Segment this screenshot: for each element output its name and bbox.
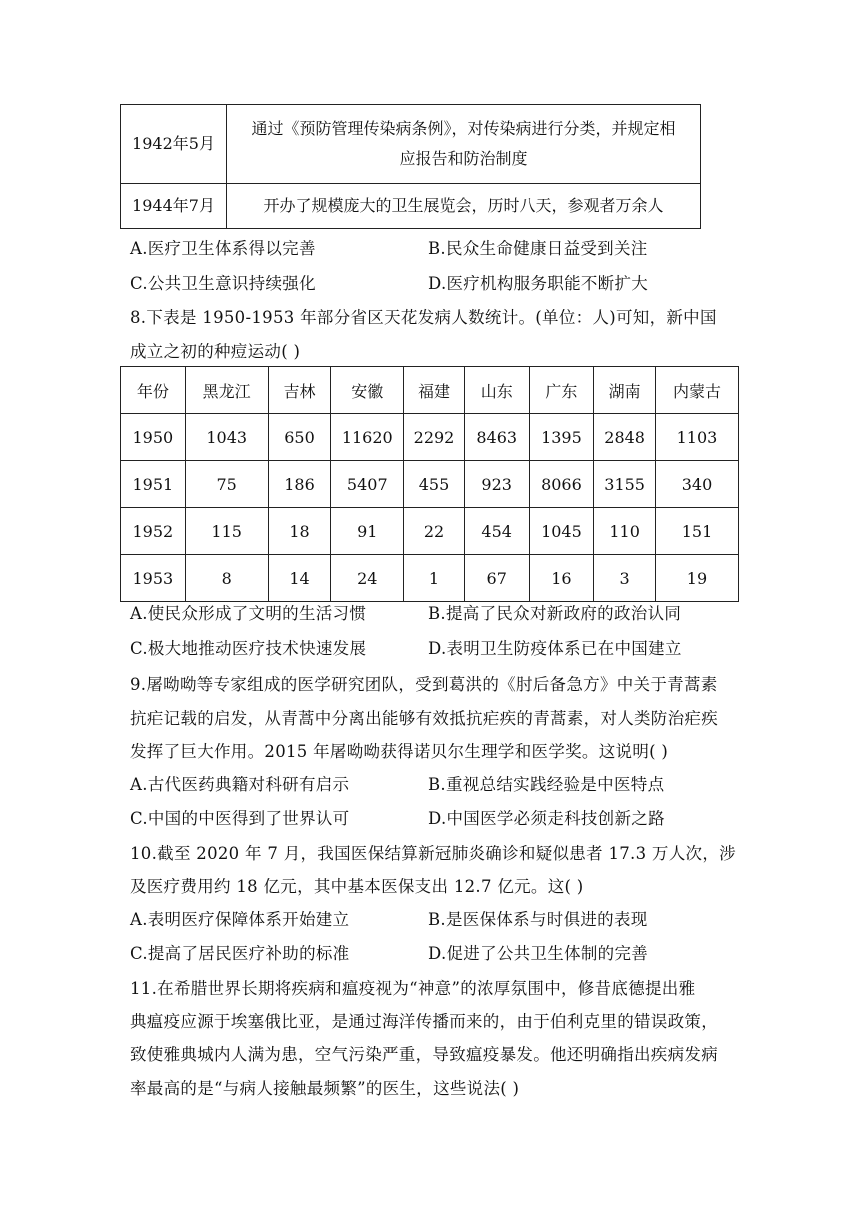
table-cell: 91 (331, 508, 404, 555)
description-cell (227, 105, 701, 184)
header-cell: 内蒙古 (655, 367, 738, 414)
q11-stem-line: 典瘟疫应源于埃塞俄比亚，是通过海洋传播而来的，由于伯利克里的错误政策， (130, 1012, 718, 1031)
q9-stem-line: 9.屠呦呦等专家组成的医学研究团队，受到葛洪的《肘后备急方》中关于青蒿素 (130, 675, 718, 694)
q9-option-a[interactable]: A.古代医药典籍对科研有启示 (130, 775, 350, 794)
table-cell: 22 (404, 508, 465, 555)
table-cell: 67 (464, 555, 529, 602)
table-cell: 923 (464, 461, 529, 508)
table-header-row (121, 367, 739, 414)
header-cell: 山东 (464, 367, 529, 414)
table-cell: 1395 (529, 414, 594, 461)
description-line: 开办了规模庞大的卫生展览会，历时八天，参观者万余人 (263, 196, 664, 215)
table-cell: 454 (464, 508, 529, 555)
q9-option-b[interactable]: B.重视总结实践经验是中医特点 (428, 775, 665, 794)
header-cell: 湖南 (594, 367, 656, 414)
table-cell: 1 (404, 555, 465, 602)
table-cell: 2292 (404, 414, 465, 461)
q9-option-d[interactable]: D.中国医学必须走科技创新之路 (428, 809, 665, 828)
table-cell: 75 (185, 461, 268, 508)
table-row (121, 414, 739, 461)
table-cell: 18 (268, 508, 331, 555)
header-cell: 安徽 (331, 367, 404, 414)
q7-option-b[interactable]: B.民众生命健康日益受到关注 (428, 239, 648, 258)
q10-option-c[interactable]: C.提高了居民医疗补助的标准 (130, 944, 350, 963)
table-cell: 8 (185, 555, 268, 602)
table-cell: 1950 (121, 414, 186, 461)
header-cell: 黑龙江 (185, 367, 268, 414)
table-row (121, 555, 739, 602)
table-row (121, 461, 739, 508)
q8-option-b[interactable]: B.提高了民众对新政府的政治认同 (428, 604, 682, 623)
q11-stem-line: 率最高的是“与病人接触最频繁”的医生，这些说法( ) (130, 1079, 520, 1098)
table-cell: 1953 (121, 555, 186, 602)
q7-option-a[interactable]: A.医疗卫生体系得以完善 (130, 239, 316, 258)
q10-option-b[interactable]: B.是医保体系与时俱进的表现 (428, 910, 648, 929)
table-cell: 11620 (331, 414, 404, 461)
q8-option-d[interactable]: D.表明卫生防疫体系已在中国建立 (428, 639, 682, 658)
events-table (120, 104, 701, 229)
table-cell: 16 (529, 555, 594, 602)
table-cell: 1043 (185, 414, 268, 461)
table-cell: 186 (268, 461, 331, 508)
table-cell: 1045 (529, 508, 594, 555)
header-cell: 吉林 (268, 367, 331, 414)
table-cell: 3155 (594, 461, 656, 508)
q9-option-c[interactable]: C.中国的中医得到了世界认可 (130, 809, 350, 828)
table-cell: 14 (268, 555, 331, 602)
table-cell: 340 (655, 461, 738, 508)
table-cell: 1103 (655, 414, 738, 461)
q7-option-d[interactable]: D.医疗机构服务职能不断扩大 (428, 274, 649, 293)
q8-stem-line: 成立之初的种痘运动( ) (130, 342, 301, 361)
q8-option-a[interactable]: A.使民众形成了文明的生活习惯 (130, 604, 367, 623)
description-cell (227, 184, 701, 229)
table-cell: 151 (655, 508, 738, 555)
q8-option-c[interactable]: C.极大地推动医疗技术快速发展 (130, 639, 367, 658)
table-cell: 8066 (529, 461, 594, 508)
q11-stem-line: 致使雅典城内人满为患，空气污染严重，导致瘟疫暴发。他还明确指出疾病发病 (130, 1045, 718, 1064)
table-cell: 8463 (464, 414, 529, 461)
description-line: 通过《预防管理传染病条例》，对传染病进行分类，并规定相 (251, 119, 676, 138)
q8-stem-line: 8.下表是 1950-1953 年部分省区天花发病人数统计。(单位：人)可知，新中国 (130, 308, 717, 327)
description-line: 应报告和防治制度 (399, 149, 528, 168)
q10-stem-line: 10.截至 2020 年 7 月，我国医保结算新冠肺炎确诊和疑似患者 17.3 万人次，涉 (130, 844, 736, 863)
q9-stem-line: 抗疟记载的启发，从青蒿中分离出能够有效抵抗疟疾的青蒿素，对人类防治疟疾 (130, 709, 718, 728)
header-cell: 年份 (121, 367, 186, 414)
table-cell: 2848 (594, 414, 656, 461)
q10-option-d[interactable]: D.促进了公共卫生体制的完善 (428, 944, 649, 963)
table-cell: 1951 (121, 461, 186, 508)
table-cell: 24 (331, 555, 404, 602)
date-cell: 1944年7月 (121, 184, 227, 229)
smallpox-table (120, 366, 739, 602)
q10-option-a[interactable]: A.表明医疗保障体系开始建立 (130, 910, 350, 929)
table-cell: 115 (185, 508, 268, 555)
table-cell: 1952 (121, 508, 186, 555)
header-cell: 福建 (404, 367, 465, 414)
table-row (121, 105, 701, 184)
q7-option-c[interactable]: C.公共卫生意识持续强化 (130, 274, 316, 293)
table-cell: 19 (655, 555, 738, 602)
table-cell: 650 (268, 414, 331, 461)
table-row (121, 184, 701, 229)
header-cell: 广东 (529, 367, 594, 414)
date-cell: 1942年5月 (121, 105, 227, 184)
q11-stem-line: 11.在希腊世界长期将疾病和瘟疫视为“神意”的浓厚氛围中，修昔底德提出雅 (130, 979, 696, 998)
table-cell: 5407 (331, 461, 404, 508)
table-cell: 455 (404, 461, 465, 508)
table-cell: 3 (594, 555, 656, 602)
table-cell: 110 (594, 508, 656, 555)
q9-stem-line: 发挥了巨大作用。2015 年屠呦呦获得诺贝尔生理学和医学奖。这说明( ) (130, 742, 669, 761)
q10-stem-line: 及医疗费用约 18 亿元，其中基本医保支出 12.7 亿元。这( ) (130, 877, 584, 896)
table-row (121, 508, 739, 555)
